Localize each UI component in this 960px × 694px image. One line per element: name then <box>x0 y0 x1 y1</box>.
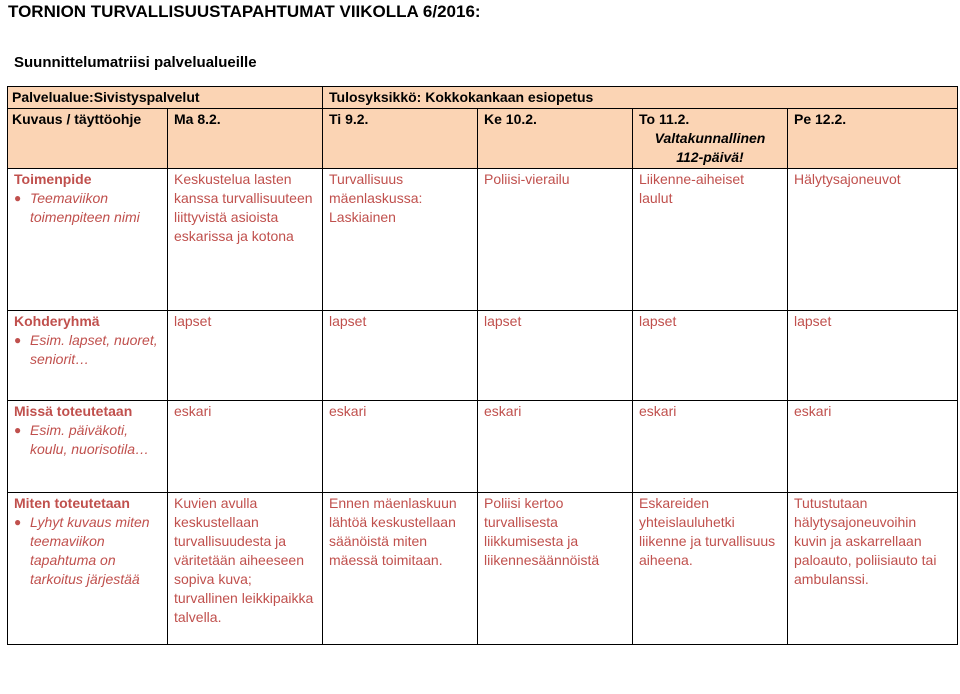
row-label-missa <box>8 401 168 493</box>
bullet-icon: ● <box>14 423 22 437</box>
row-missa <box>8 401 958 493</box>
row-label-toimenpide <box>8 169 168 311</box>
missa-tuesday: eskari <box>323 401 478 493</box>
day-thursday <box>633 109 788 169</box>
bullet-icon: ● <box>14 333 22 347</box>
service-area-cell: Palvelualue:Sivistyspalvelut <box>8 87 323 109</box>
miten-wednesday: Poliisi kertoo turvallisesta liikkumisesta ja liikennesäännöistä <box>478 493 633 645</box>
day-monday: Ma 8.2. <box>168 109 323 169</box>
thursday-note-line1: Valtakunnallinen <box>654 130 766 146</box>
row-toimenpide <box>8 169 958 311</box>
planning-matrix <box>7 86 958 645</box>
miten-hint: Lyhyt kuvaus miten teemaviikon tapahtuma on tarkoitus järjestää <box>30 514 150 587</box>
toimenpide-hint: Teemaviikon toimenpiteen nimi <box>30 190 140 225</box>
toimenpide-wednesday: Poliisi-vierailu <box>478 169 633 311</box>
header-row-days <box>8 109 958 169</box>
missa-hint: Esim. päiväkoti, koulu, nuorisotila… <box>30 422 150 457</box>
kohderyhma-hint: Esim. lapset, nuoret, seniorit… <box>30 332 158 367</box>
kohderyhma-label: Kohderyhmä <box>14 313 100 329</box>
miten-thursday: Eskareiden yhteislauluhetki liikenne ja turvallisuus aiheena. <box>633 493 788 645</box>
description-label: Kuvaus / täyttöohje <box>8 109 168 169</box>
toimenpide-label: Toimenpide <box>14 171 92 187</box>
miten-tuesday: Ennen mäenlaskuun lähtöä keskustellaan säänöistä miten mäessä toimitaan. <box>323 493 478 645</box>
document-subtitle: Suunnittelumatriisi palvelualueille <box>14 54 257 71</box>
thursday-note-line2: 112-päivä! <box>676 149 744 165</box>
row-label-miten <box>8 493 168 645</box>
miten-label: Miten toteutetaan <box>14 495 130 511</box>
row-label-kohderyhma <box>8 311 168 401</box>
kohderyhma-wednesday: lapset <box>478 311 633 401</box>
kohderyhma-tuesday: lapset <box>323 311 478 401</box>
header-row-service <box>8 87 958 109</box>
kohderyhma-friday: lapset <box>788 311 958 401</box>
day-thursday-date: To 11.2. <box>639 111 690 127</box>
kohderyhma-thursday: lapset <box>633 311 788 401</box>
document-title: TORNION TURVALLISUUSTAPAHTUMAT VIIKOLLA 6/2016: <box>8 2 481 21</box>
missa-thursday: eskari <box>633 401 788 493</box>
row-kohderyhma <box>8 311 958 401</box>
bullet-icon: ● <box>14 191 22 205</box>
toimenpide-friday: Hälytysajoneuvot <box>788 169 958 311</box>
bullet-icon: ● <box>14 515 22 529</box>
day-friday: Pe 12.2. <box>788 109 958 169</box>
toimenpide-thursday: Liikenne-aiheiset laulut <box>633 169 788 311</box>
missa-wednesday: eskari <box>478 401 633 493</box>
missa-monday: eskari <box>168 401 323 493</box>
miten-monday: Kuvien avulla keskustellaan turvallisuudesta ja väritetään aiheeseen sopiva kuva; turvallinen leikkipaikka talvella. <box>168 493 323 645</box>
day-tuesday: Ti 9.2. <box>323 109 478 169</box>
row-miten <box>8 493 958 645</box>
unit-cell: Tulosyksikkö: Kokkokankaan esiopetus <box>323 87 958 109</box>
missa-friday: eskari <box>788 401 958 493</box>
day-wednesday: Ke 10.2. <box>478 109 633 169</box>
miten-friday: Tutustutaan hälytysajoneuvoihin kuvin ja askarrellaan paloauto, poliisiauto tai ambulanssi. <box>788 493 958 645</box>
kohderyhma-monday: lapset <box>168 311 323 401</box>
toimenpide-tuesday: Turvallisuus mäenlaskussa: Laskiainen <box>323 169 478 311</box>
toimenpide-monday: Keskustelua lasten kanssa turvallisuuteen liittyvistä asioista eskarissa ja kotona <box>168 169 323 311</box>
missa-label: Missä toteutetaan <box>14 403 133 419</box>
